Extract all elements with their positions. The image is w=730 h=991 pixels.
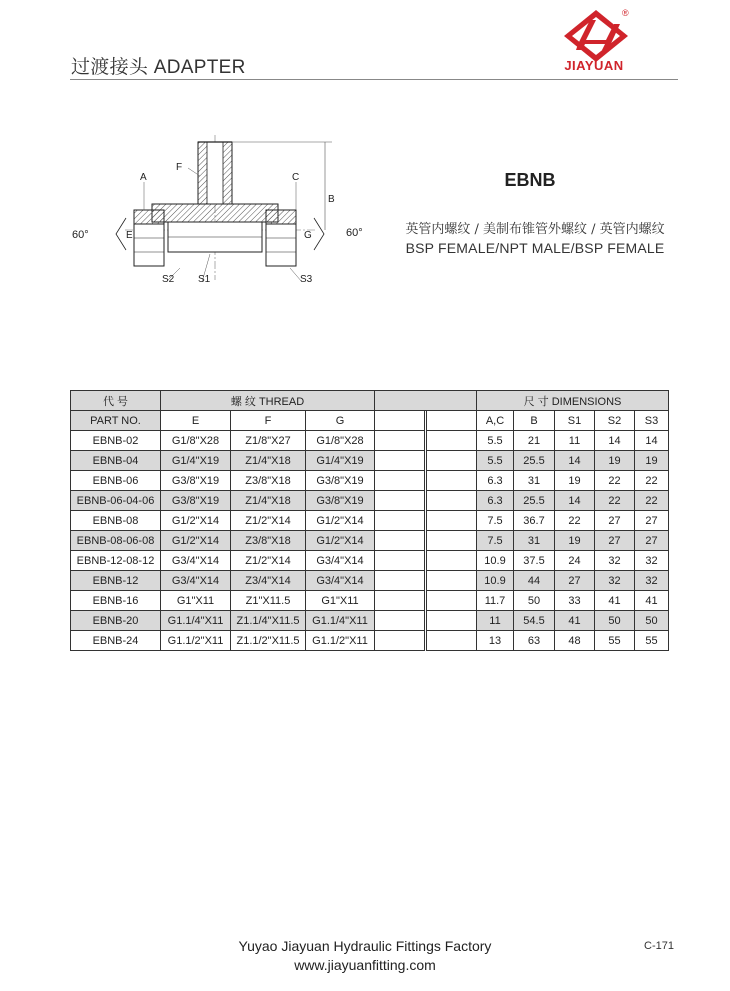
logo-text: JIAYUAN xyxy=(564,58,624,73)
cell-f: Z1/4"X18 xyxy=(231,451,306,471)
cell-f: Z1.1/2"X11.5 xyxy=(231,631,306,651)
cell-empty xyxy=(375,531,425,551)
table-row xyxy=(71,511,669,531)
table-row xyxy=(71,431,669,451)
cell-empty xyxy=(375,431,425,451)
col-empty-2 xyxy=(427,411,477,431)
cell-empty xyxy=(427,551,477,571)
cell-b: 25.5 xyxy=(514,451,555,471)
cell-ac: 11 xyxy=(477,611,514,631)
cell-e: G3/8"X19 xyxy=(161,491,231,511)
cell-part: EBNB-20 xyxy=(71,611,161,631)
cell-empty xyxy=(427,511,477,531)
table-row xyxy=(71,631,669,651)
cell-f: Z3/8"X18 xyxy=(231,471,306,491)
cell-ac: 6.3 xyxy=(477,491,514,511)
cell-s3: 22 xyxy=(635,491,669,511)
cell-part: EBNB-16 xyxy=(71,591,161,611)
cell-b: 25.5 xyxy=(514,491,555,511)
cell-ac: 10.9 xyxy=(477,551,514,571)
cell-b: 44 xyxy=(514,571,555,591)
cell-g: G1/4"X19 xyxy=(306,451,375,471)
cell-empty xyxy=(427,571,477,591)
cell-e: G3/4"X14 xyxy=(161,551,231,571)
footer-url: www.jiayuanfitting.com xyxy=(294,957,436,973)
table-row xyxy=(71,471,669,491)
cell-f: Z1"X11.5 xyxy=(231,591,306,611)
cell-e: G1/2"X14 xyxy=(161,511,231,531)
cell-empty xyxy=(427,431,477,451)
col-f: F xyxy=(231,411,306,431)
table-header-row-1 xyxy=(71,391,669,411)
label-s3: S3 xyxy=(300,274,313,285)
label-a: A xyxy=(140,172,147,183)
label-angle-right: 60° xyxy=(346,227,363,239)
label-s1: S1 xyxy=(198,274,211,285)
cell-g: G1"X11 xyxy=(306,591,375,611)
cell-s2: 27 xyxy=(595,511,635,531)
cell-s1: 27 xyxy=(555,571,595,591)
cell-e: G1.1/4"X11 xyxy=(161,611,231,631)
cell-empty xyxy=(375,611,425,631)
cell-g: G1.1/4"X11 xyxy=(306,611,375,631)
cell-empty xyxy=(375,491,425,511)
cell-part: EBNB-06-04-06 xyxy=(71,491,161,511)
cell-s3: 32 xyxy=(635,551,669,571)
cell-s2: 19 xyxy=(595,451,635,471)
cell-s1: 19 xyxy=(555,531,595,551)
cell-g: G1/8"X28 xyxy=(306,431,375,451)
cell-s3: 41 xyxy=(635,591,669,611)
cell-s2: 32 xyxy=(595,551,635,571)
cell-ac: 7.5 xyxy=(477,511,514,531)
col-s3: S3 xyxy=(635,411,669,431)
cell-s2: 14 xyxy=(595,431,635,451)
table-row xyxy=(71,531,669,551)
cell-ac: 5.5 xyxy=(477,451,514,471)
cell-s3: 27 xyxy=(635,531,669,551)
cell-empty xyxy=(427,451,477,471)
cell-b: 37.5 xyxy=(514,551,555,571)
cell-b: 63 xyxy=(514,631,555,651)
col-b: B xyxy=(514,411,555,431)
registered-mark: ® xyxy=(622,8,629,18)
cell-f: Z1/2"X14 xyxy=(231,511,306,531)
table-row xyxy=(71,571,669,591)
cell-s1: 24 xyxy=(555,551,595,571)
cell-s3: 32 xyxy=(635,571,669,591)
cell-g: G3/8"X19 xyxy=(306,491,375,511)
header-rule xyxy=(70,79,678,80)
cell-f: Z1/4"X18 xyxy=(231,491,306,511)
label-s2: S2 xyxy=(162,274,175,285)
cell-f: Z3/8"X18 xyxy=(231,531,306,551)
cell-part: EBNB-04 xyxy=(71,451,161,471)
cell-empty xyxy=(375,551,425,571)
cell-s3: 22 xyxy=(635,471,669,491)
cell-part: EBNB-08 xyxy=(71,511,161,531)
table-row xyxy=(71,591,669,611)
cell-empty xyxy=(427,531,477,551)
cell-part: EBNB-08-06-08 xyxy=(71,531,161,551)
table-row xyxy=(71,551,669,571)
col-s2: S2 xyxy=(595,411,635,431)
cell-ac: 5.5 xyxy=(477,431,514,451)
cell-part: EBNB-02 xyxy=(71,431,161,451)
fitting-drawing xyxy=(70,130,370,290)
cell-s3: 19 xyxy=(635,451,669,471)
cell-empty xyxy=(375,571,425,591)
cell-empty xyxy=(375,511,425,531)
cell-b: 54.5 xyxy=(514,611,555,631)
cell-e: G3/4"X14 xyxy=(161,571,231,591)
table-row xyxy=(71,611,669,631)
cell-b: 31 xyxy=(514,531,555,551)
cell-s1: 14 xyxy=(555,491,595,511)
cell-empty xyxy=(375,631,425,651)
cell-s1: 41 xyxy=(555,611,595,631)
label-b: B xyxy=(328,194,335,205)
label-angle-left: 60° xyxy=(72,229,89,241)
cell-b: 50 xyxy=(514,591,555,611)
cell-part: EBNB-12 xyxy=(71,571,161,591)
header-blank xyxy=(375,391,477,411)
cell-part: EBNB-06 xyxy=(71,471,161,491)
cell-e: G1/4"X19 xyxy=(161,451,231,471)
cell-s2: 27 xyxy=(595,531,635,551)
cell-b: 21 xyxy=(514,431,555,451)
cell-empty xyxy=(427,611,477,631)
cell-e: G1/8"X28 xyxy=(161,431,231,451)
page-number: C-171 xyxy=(644,940,674,952)
cell-empty xyxy=(427,591,477,611)
cell-empty xyxy=(375,471,425,491)
cell-empty xyxy=(375,591,425,611)
cell-s3: 27 xyxy=(635,511,669,531)
cell-ac: 13 xyxy=(477,631,514,651)
col-empty-1 xyxy=(375,411,425,431)
col-s1: S1 xyxy=(555,411,595,431)
page-title: 过渡接头 ADAPTER xyxy=(71,57,246,78)
cell-g: G3/8"X19 xyxy=(306,471,375,491)
cell-s2: 50 xyxy=(595,611,635,631)
cell-s2: 32 xyxy=(595,571,635,591)
model-name: EBNB xyxy=(504,170,556,190)
cell-f: Z1.1/4"X11.5 xyxy=(231,611,306,631)
cell-s3: 14 xyxy=(635,431,669,451)
cell-part: EBNB-12-08-12 xyxy=(71,551,161,571)
cell-e: G1"X11 xyxy=(161,591,231,611)
table-header-row-2 xyxy=(71,411,669,431)
table-row xyxy=(71,491,669,511)
cell-g: G1/2"X14 xyxy=(306,511,375,531)
col-e: E xyxy=(161,411,231,431)
footer-factory: Yuyao Jiayuan Hydraulic Fittings Factory xyxy=(238,938,492,954)
cell-s2: 55 xyxy=(595,631,635,651)
cell-f: Z3/4"X14 xyxy=(231,571,306,591)
header-dimensions: 尺 寸 DIMENSIONS xyxy=(477,391,669,411)
cell-s1: 19 xyxy=(555,471,595,491)
cell-s3: 50 xyxy=(635,611,669,631)
cell-s1: 14 xyxy=(555,451,595,471)
label-f: F xyxy=(176,162,183,173)
cell-b: 31 xyxy=(514,471,555,491)
label-g: G xyxy=(304,230,312,241)
description-cn: 英管内螺纹 / 美制布锥管外螺纹 / 英管内螺纹 xyxy=(405,222,665,237)
cell-e: G1.1/2"X11 xyxy=(161,631,231,651)
cell-s2: 41 xyxy=(595,591,635,611)
cell-f: Z1/8"X27 xyxy=(231,431,306,451)
cell-e: G1/2"X14 xyxy=(161,531,231,551)
cell-ac: 10.9 xyxy=(477,571,514,591)
cell-ac: 11.7 xyxy=(477,591,514,611)
cell-f: Z1/2"X14 xyxy=(231,551,306,571)
cell-s2: 22 xyxy=(595,491,635,511)
label-c: C xyxy=(292,172,300,183)
cell-g: G3/4"X14 xyxy=(306,551,375,571)
cell-empty xyxy=(427,491,477,511)
cell-s3: 55 xyxy=(635,631,669,651)
label-e: E xyxy=(126,230,133,241)
cell-ac: 7.5 xyxy=(477,531,514,551)
cell-b: 36.7 xyxy=(514,511,555,531)
spec-table xyxy=(70,390,669,651)
header-code-cn: 代 号 xyxy=(71,391,161,411)
description-en: BSP FEMALE/NPT MALE/BSP FEMALE xyxy=(405,240,665,256)
col-g: G xyxy=(306,411,375,431)
cell-empty xyxy=(427,471,477,491)
cell-s1: 22 xyxy=(555,511,595,531)
cell-g: G1/2"X14 xyxy=(306,531,375,551)
cell-empty xyxy=(375,451,425,471)
col-ac: A,C xyxy=(477,411,514,431)
cell-e: G3/8"X19 xyxy=(161,471,231,491)
header-thread: 螺 纹 THREAD xyxy=(161,391,375,411)
cell-s2: 22 xyxy=(595,471,635,491)
table-row xyxy=(71,451,669,471)
cell-s1: 11 xyxy=(555,431,595,451)
col-part-no: PART NO. xyxy=(71,411,161,431)
cell-empty xyxy=(427,631,477,651)
cell-g: G3/4"X14 xyxy=(306,571,375,591)
cell-ac: 6.3 xyxy=(477,471,514,491)
cell-s1: 33 xyxy=(555,591,595,611)
cell-part: EBNB-24 xyxy=(71,631,161,651)
cell-g: G1.1/2"X11 xyxy=(306,631,375,651)
cell-s1: 48 xyxy=(555,631,595,651)
